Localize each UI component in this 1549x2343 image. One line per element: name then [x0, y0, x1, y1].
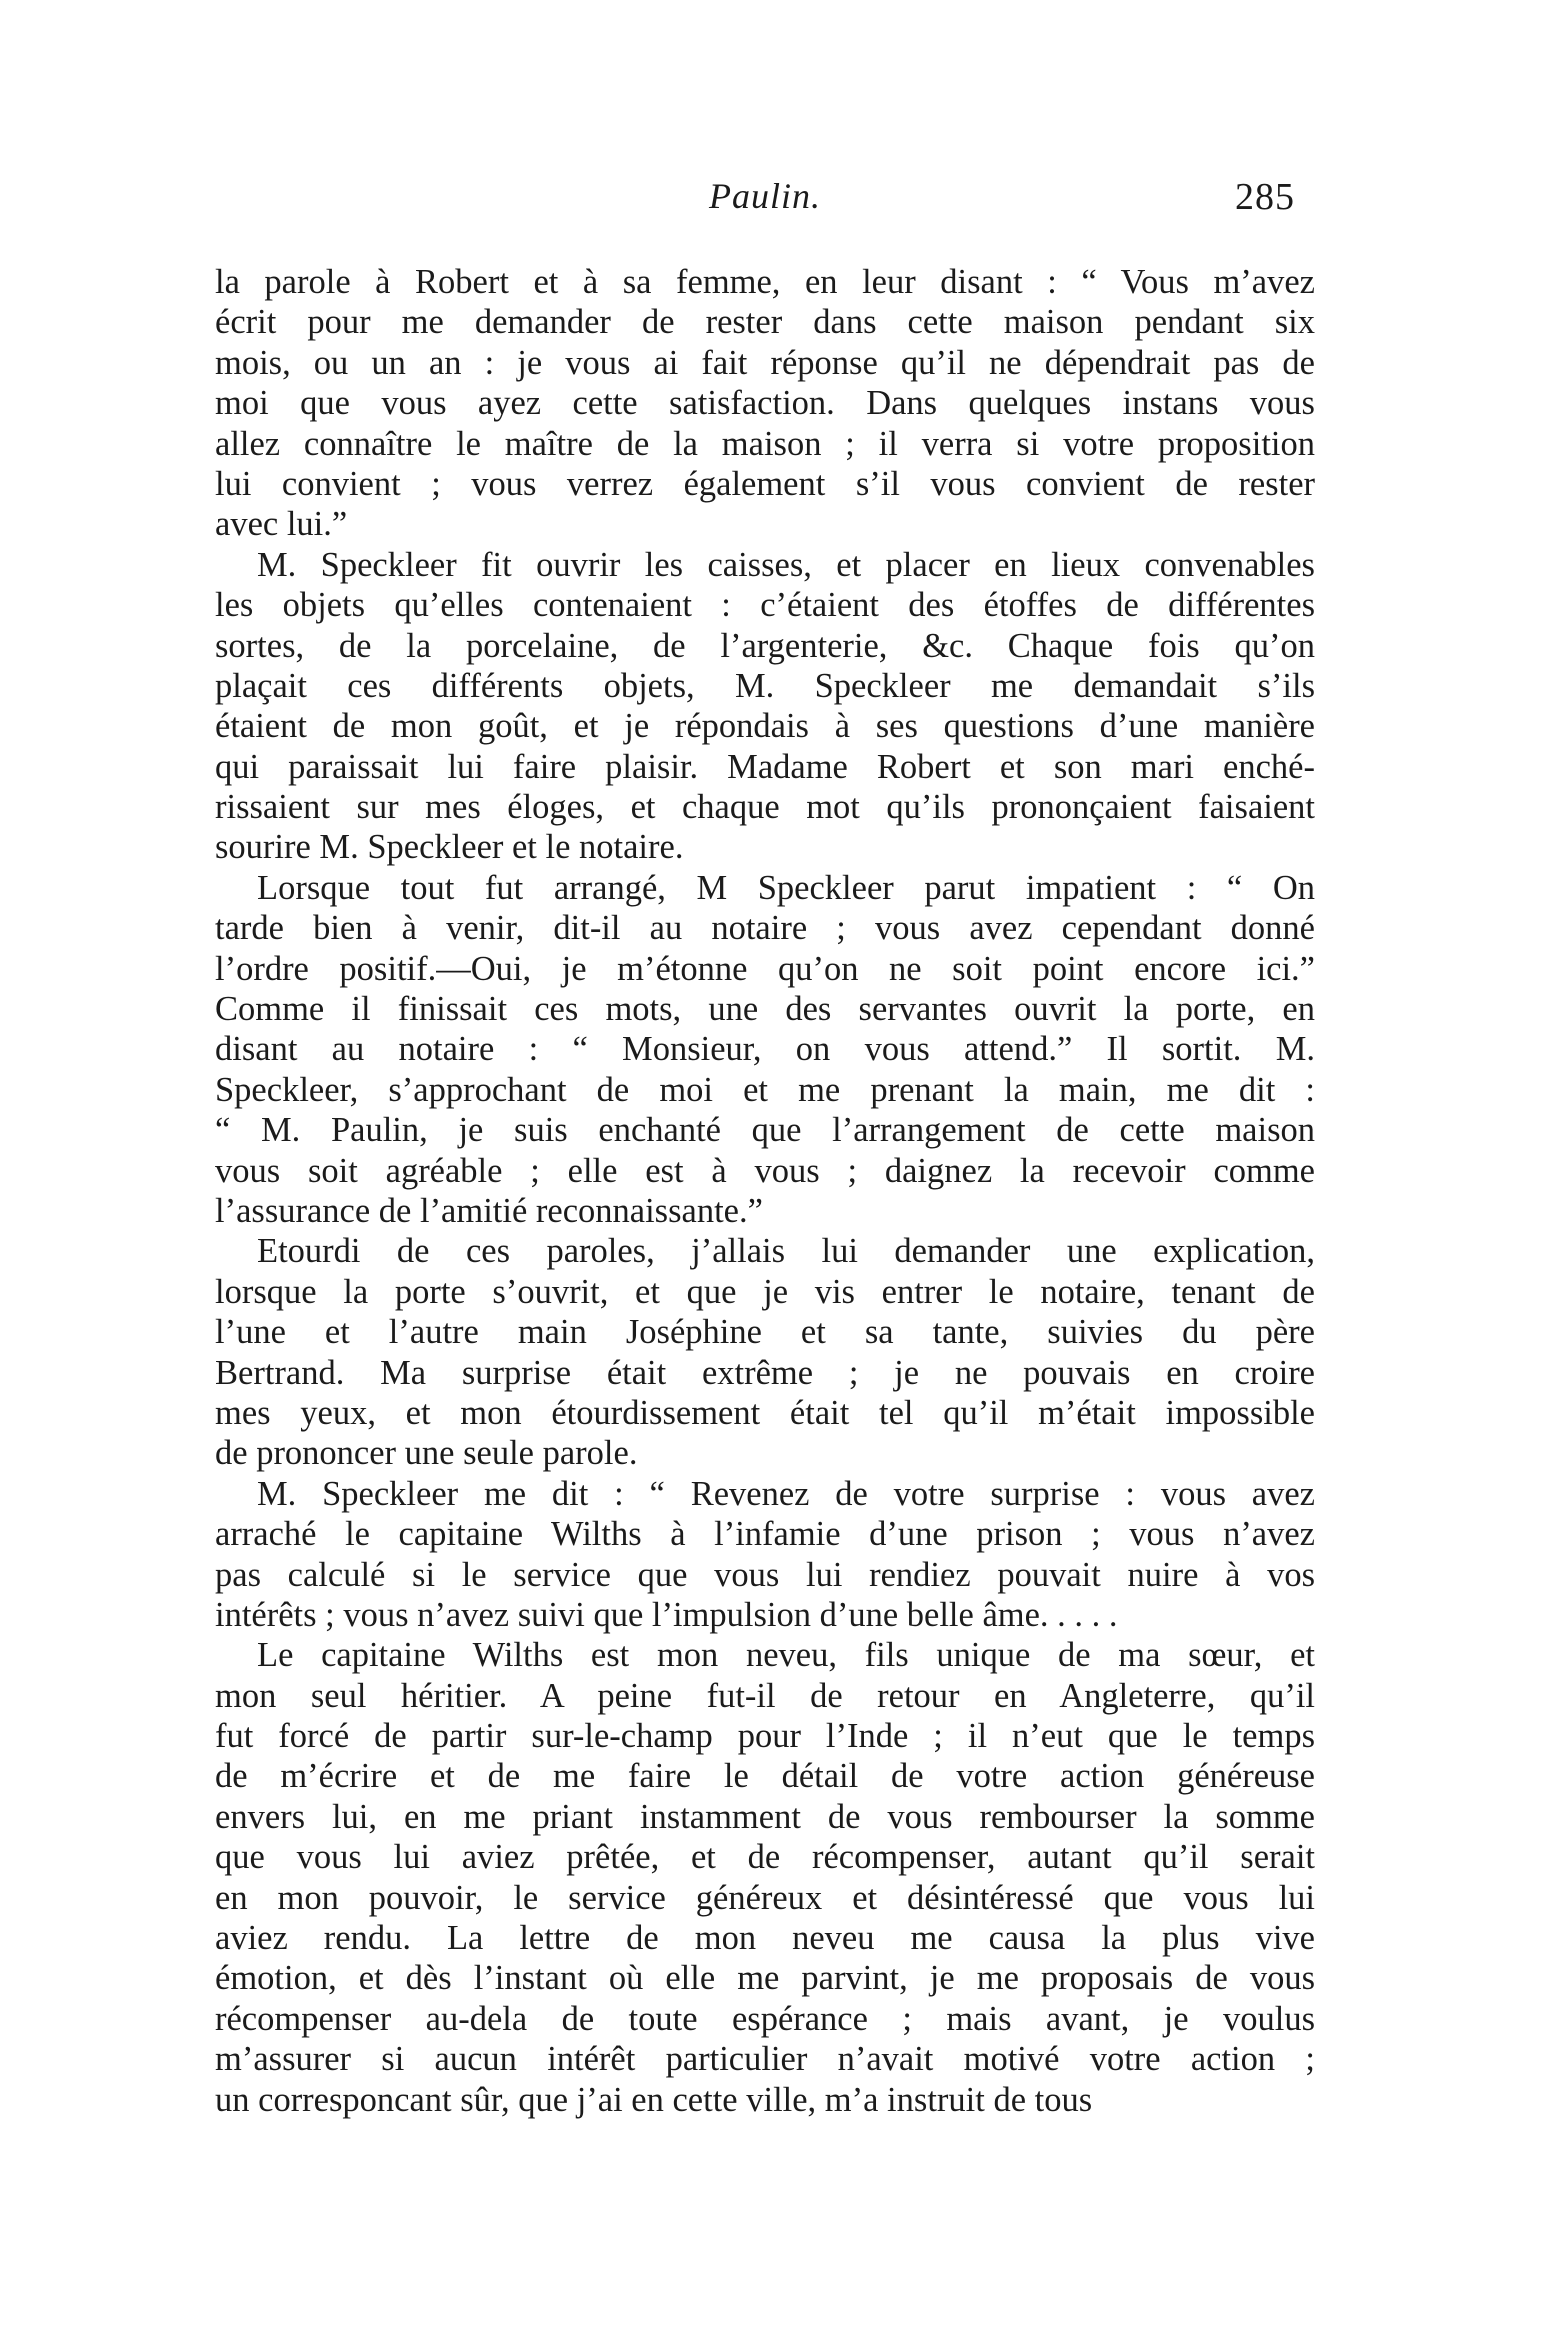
text-line: lui convient ; vous verrez également s’il vous convient de rester [215, 464, 1315, 503]
text-line: l’une et l’autre main Joséphine et sa tante, suivies du père [215, 1313, 1315, 1352]
text-line: que vous lui aviez prêtée, et de récompenser, autant qu’il serait [215, 1838, 1315, 1877]
text-line: mois, ou un an : je vous ai fait réponse qu’il ne dépendrait pas de [215, 343, 1315, 382]
text-line: fut forcé de partir sur-le-champ pour l’Inde ; il n’eut que le temps [215, 1717, 1315, 1756]
text-line: plaçait ces différents objets, M. Speckleer me demandait s’ils [215, 666, 1315, 705]
text-line: sourire M. Speckleer et le notaire. [215, 828, 684, 867]
text-line: Le capitaine Wilths est mon neveu, fils unique de ma sœur, et [257, 1636, 1315, 1675]
text-line: de m’écrire et de me faire le détail de votre action généreuse [215, 1757, 1315, 1796]
text-line: mes yeux, et mon étourdissement était tel qu’il m’était impossible [215, 1393, 1315, 1432]
text-line: Etourdi de ces paroles, j’allais lui demander une explication, [257, 1232, 1315, 1271]
text-line: intérêts ; vous n’avez suivi que l’impulsion d’une belle âme. . . . . [215, 1595, 1118, 1634]
text-line: étaient de mon goût, et je répondais à ses questions d’une manière [215, 707, 1315, 746]
text-line: émotion, et dès l’instant où elle me parvint, je me proposais de vous [215, 1959, 1315, 1998]
text-line: un corresponcant sûr, que j’ai en cette ville, m’a instruit de tous [215, 2080, 1093, 2119]
text-line: Bertrand. Ma surprise était extrême ; je ne pouvais en croire [215, 1353, 1315, 1392]
text-line: M. Speckleer me dit : “ Revenez de votre surprise : vous avez [257, 1474, 1315, 1513]
text-line: moi que vous ayez cette satisfaction. Dans quelques instans vous [215, 384, 1315, 423]
text-line: l’assurance de l’amitié reconnaissante.” [215, 1191, 763, 1230]
running-head [215, 175, 1315, 235]
paragraph [215, 545, 1315, 868]
text-line: tarde bien à venir, dit-il au notaire ; vous avez cependant donné [215, 909, 1315, 948]
paragraph [215, 1474, 1315, 1636]
body-text [215, 262, 1315, 2120]
text-line: vous soit agréable ; elle est à vous ; daignez la recevoir comme [215, 1151, 1315, 1190]
running-title: Paulin. [709, 176, 821, 216]
text-line: rissaient sur mes éloges, et chaque mot qu’ils prononçaient faisaient [215, 788, 1315, 827]
text-line: “ M. Paulin, je suis enchanté que l’arrangement de cette maison [215, 1111, 1315, 1150]
text-line: aviez rendu. La lettre de mon neveu me causa la plus vive [215, 1919, 1315, 1958]
text-line: mon seul héritier. A peine fut-il de retour en Angleterre, qu’il [215, 1676, 1315, 1715]
text-line: l’ordre positif.—Oui, je m’étonne qu’on ne soit point encore ici.” [215, 949, 1315, 988]
text-line: envers lui, en me priant instamment de vous rembourser la somme [215, 1797, 1315, 1836]
paragraph [215, 868, 1315, 1232]
text-line: la parole à Robert et à sa femme, en leur disant : “ Vous m’avez [215, 263, 1315, 301]
text-line: Comme il finissait ces mots, une des servantes ouvrit la porte, en [215, 990, 1315, 1029]
text-line: en mon pouvoir, le service généreux et désintéressé que vous lui [215, 1878, 1315, 1917]
text-line: Speckleer, s’approchant de moi et me prenant la main, me dit : [215, 1070, 1315, 1109]
text-line: disant au notaire : “ Monsieur, on vous attend.” Il sortit. M. [215, 1030, 1315, 1069]
text-line: avec lui.” [215, 505, 348, 544]
text-line: sortes, de la porcelaine, de l’argenterie, &c. Chaque fois qu’on [215, 626, 1315, 665]
text-line: allez connaître le maître de la maison ; il verra si votre proposition [215, 424, 1315, 463]
text-line: arraché le capitaine Wilths à l’infamie d’une prison ; vous n’avez [215, 1515, 1315, 1554]
page-number: 285 [1235, 176, 1295, 218]
text-line: récompenser au-dela de toute espérance ; mais avant, je voulus [215, 1999, 1315, 2038]
text-line: écrit pour me demander de rester dans cette maison pendant six [215, 303, 1315, 342]
text-line: de prononcer une seule parole. [215, 1434, 638, 1473]
paragraph [215, 1231, 1315, 1473]
text-line: Lorsque tout fut arrangé, M Speckleer parut impatient : “ On [257, 868, 1315, 907]
text-line: M. Speckleer fit ouvrir les caisses, et placer en lieux convenables [257, 545, 1315, 584]
paragraph [215, 1635, 1315, 2120]
text-line: pas calculé si le service que vous lui rendiez pouvait nuire à vos [215, 1555, 1315, 1594]
text-line: m’assurer si aucun intérêt particulier n’avait motivé votre action ; [215, 2040, 1315, 2079]
text-line: les objets qu’elles contenaient : c’étaient des étoffes de différentes [215, 586, 1315, 625]
text-line: lorsque la porte s’ouvrit, et que je vis entrer le notaire, tenant de [215, 1272, 1315, 1311]
paragraph [215, 262, 1315, 545]
text-line: qui paraissait lui faire plaisir. Madame Robert et son mari enché- [215, 747, 1315, 786]
